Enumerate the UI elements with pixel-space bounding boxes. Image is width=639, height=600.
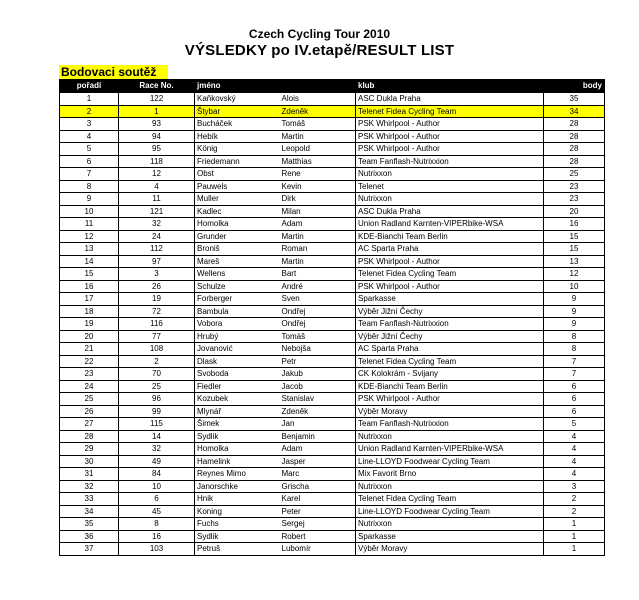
cell-first-name: André [280, 280, 356, 293]
cell-race-no: 112 [119, 243, 195, 256]
cell-club: KDE-Bianchi Team Berlin [356, 380, 544, 393]
table-row [60, 518, 605, 531]
cell-rank: 9 [60, 193, 119, 206]
cell-points: 6 [544, 393, 605, 406]
cell-rank: 12 [60, 230, 119, 243]
cell-first-name: Lubomír [280, 543, 356, 556]
cell-first-name: Leopold [280, 143, 356, 156]
table-row [60, 443, 605, 456]
cell-first-name: Milan [280, 205, 356, 218]
cell-club: Telenet Fidea Cycling Team [356, 493, 544, 506]
cell-points: 28 [544, 118, 605, 131]
cell-first-name: Jakub [280, 368, 356, 381]
cell-points: 16 [544, 218, 605, 231]
cell-club: Sparkasse [356, 530, 544, 543]
cell-club: Výběr Moravy [356, 405, 544, 418]
cell-first-name: Jacob [280, 380, 356, 393]
cell-club: Team Fanflash-Nutrixxion [356, 418, 544, 431]
cell-rank: 6 [60, 155, 119, 168]
cell-club: Sparkasse [356, 293, 544, 306]
cell-race-no: 45 [119, 505, 195, 518]
table-row [60, 255, 605, 268]
cell-points: 10 [544, 280, 605, 293]
table-row [60, 305, 605, 318]
col-header-race-no: Race No. [119, 80, 195, 93]
cell-first-name: Martin [280, 230, 356, 243]
cell-surname: Mlynář [195, 405, 280, 418]
cell-points: 9 [544, 293, 605, 306]
table-row [60, 480, 605, 493]
cell-first-name: Grischa [280, 480, 356, 493]
cell-rank: 3 [60, 118, 119, 131]
cell-rank: 22 [60, 355, 119, 368]
col-header-club: klub [356, 80, 544, 93]
cell-club: Výběr Moravy [356, 543, 544, 556]
cell-race-no: 84 [119, 468, 195, 481]
cell-first-name: Dirk [280, 193, 356, 206]
cell-club: AC Sparta Praha [356, 343, 544, 356]
cell-surname: Obst [195, 168, 280, 181]
cell-first-name: Kevin [280, 180, 356, 193]
cell-surname: König [195, 143, 280, 156]
cell-race-no: 95 [119, 143, 195, 156]
cell-surname: Hamelink [195, 455, 280, 468]
cell-first-name: Jan [280, 418, 356, 431]
table-row [60, 405, 605, 418]
cell-race-no: 16 [119, 530, 195, 543]
cell-surname: Hebík [195, 130, 280, 143]
cell-first-name: Martin [280, 255, 356, 268]
cell-surname: Sydlik [195, 430, 280, 443]
cell-rank: 27 [60, 418, 119, 431]
cell-club: Nutrixxon [356, 168, 544, 181]
cell-rank: 2 [60, 105, 119, 118]
cell-rank: 5 [60, 143, 119, 156]
section-label: Bodovaci soutěž [59, 65, 168, 79]
cell-first-name: Robert [280, 530, 356, 543]
cell-first-name: Karel [280, 493, 356, 506]
cell-club: Team Fanflash-Nutrixxion [356, 318, 544, 331]
cell-rank: 11 [60, 218, 119, 231]
cell-first-name: Sergej [280, 518, 356, 531]
cell-points: 13 [544, 255, 605, 268]
cell-race-no: 77 [119, 330, 195, 343]
cell-club: PSK Whirlpool - Author [356, 280, 544, 293]
cell-surname: Homolka [195, 218, 280, 231]
cell-first-name: Bart [280, 268, 356, 281]
cell-rank: 16 [60, 280, 119, 293]
cell-club: Nutrixxon [356, 193, 544, 206]
table-row [60, 118, 605, 131]
cell-surname: Hnik [195, 493, 280, 506]
cell-race-no: 1 [119, 105, 195, 118]
cell-rank: 29 [60, 443, 119, 456]
cell-club: Nutrixxon [356, 480, 544, 493]
cell-surname: Dlask [195, 355, 280, 368]
cell-race-no: 108 [119, 343, 195, 356]
cell-rank: 14 [60, 255, 119, 268]
cell-points: 8 [544, 330, 605, 343]
table-row [60, 93, 605, 106]
table-row [60, 393, 605, 406]
cell-surname: Fiedler [195, 380, 280, 393]
cell-rank: 31 [60, 468, 119, 481]
cell-points: 4 [544, 443, 605, 456]
cell-club: Výběr Jižní Čechy [356, 330, 544, 343]
cell-surname: Janorschke [195, 480, 280, 493]
table-row [60, 293, 605, 306]
cell-race-no: 97 [119, 255, 195, 268]
cell-first-name: Tomáš [280, 330, 356, 343]
cell-points: 23 [544, 180, 605, 193]
cell-first-name: Adam [280, 218, 356, 231]
cell-points: 3 [544, 480, 605, 493]
cell-rank: 37 [60, 543, 119, 556]
table-row [60, 330, 605, 343]
cell-race-no: 25 [119, 380, 195, 393]
cell-race-no: 24 [119, 230, 195, 243]
cell-surname: Broniš [195, 243, 280, 256]
cell-rank: 26 [60, 405, 119, 418]
cell-rank: 21 [60, 343, 119, 356]
cell-race-no: 96 [119, 393, 195, 406]
table-row [60, 318, 605, 331]
cell-surname: Bucháček [195, 118, 280, 131]
cell-race-no: 19 [119, 293, 195, 306]
cell-surname: Vobora [195, 318, 280, 331]
cell-points: 15 [544, 243, 605, 256]
cell-points: 6 [544, 380, 605, 393]
cell-first-name: Tomáš [280, 118, 356, 131]
cell-points: 2 [544, 493, 605, 506]
cell-first-name: Stanislav [280, 393, 356, 406]
table-row [60, 455, 605, 468]
cell-surname: Pauwels [195, 180, 280, 193]
table-row [60, 143, 605, 156]
cell-points: 4 [544, 430, 605, 443]
table-row [60, 355, 605, 368]
cell-first-name: Adam [280, 443, 356, 456]
cell-race-no: 116 [119, 318, 195, 331]
event-title: Czech Cycling Tour 2010 [248, 27, 391, 41]
cell-rank: 20 [60, 330, 119, 343]
col-header-points: body [544, 80, 605, 93]
cell-race-no: 72 [119, 305, 195, 318]
cell-surname: Kaňkovský [195, 93, 280, 106]
cell-race-no: 14 [119, 430, 195, 443]
table-row [60, 268, 605, 281]
cell-race-no: 26 [119, 280, 195, 293]
table-row [60, 155, 605, 168]
col-header-first-name [280, 80, 356, 93]
cell-surname: Koning [195, 505, 280, 518]
cell-club: CK Kolokrám - Svijany [356, 368, 544, 381]
results-title: VÝSLEDKY po IV.etapě/RESULT LIST [184, 42, 455, 59]
cell-club: Union Radland Karnten-VIPERbike-WSA [356, 443, 544, 456]
cell-first-name: Matthias [280, 155, 356, 168]
cell-points: 2 [544, 505, 605, 518]
cell-first-name: Nebojša [280, 343, 356, 356]
table-row [60, 280, 605, 293]
cell-rank: 24 [60, 380, 119, 393]
cell-rank: 13 [60, 243, 119, 256]
cell-rank: 35 [60, 518, 119, 531]
cell-surname: Jovanović [195, 343, 280, 356]
cell-first-name: Marc [280, 468, 356, 481]
cell-surname: Štybar [195, 105, 280, 118]
cell-club: Telenet Fidea Cycling Team [356, 105, 544, 118]
cell-rank: 28 [60, 430, 119, 443]
cell-points: 25 [544, 168, 605, 181]
cell-club: Line-LLOYD Foodwear Cycling Team [356, 455, 544, 468]
cell-surname: Fuchs [195, 518, 280, 531]
cell-rank: 30 [60, 455, 119, 468]
cell-surname: Sydlik [195, 530, 280, 543]
cell-race-no: 10 [119, 480, 195, 493]
cell-race-no: 11 [119, 193, 195, 206]
cell-points: 7 [544, 368, 605, 381]
cell-club: Telenet Fidea Cycling Team [356, 355, 544, 368]
cell-club: Union Radland Karnten-VIPERbike-WSA [356, 218, 544, 231]
cell-surname: Kadlec [195, 205, 280, 218]
cell-first-name: Alois [280, 93, 356, 106]
table-row [60, 368, 605, 381]
cell-surname: Friedemann [195, 155, 280, 168]
cell-points: 9 [544, 305, 605, 318]
results-table [59, 79, 605, 556]
cell-race-no: 12 [119, 168, 195, 181]
cell-club: Line-LLOYD Foodwear Cycling Team [356, 505, 544, 518]
cell-club: ASC Dukla Praha [356, 93, 544, 106]
cell-rank: 25 [60, 393, 119, 406]
cell-club: PSK Whirlpool - Author [356, 393, 544, 406]
cell-rank: 23 [60, 368, 119, 381]
cell-surname: Mareš [195, 255, 280, 268]
cell-surname: Petruš [195, 543, 280, 556]
table-row [60, 430, 605, 443]
table-row [60, 493, 605, 506]
cell-first-name: Benjamin [280, 430, 356, 443]
cell-first-name: Zdeněk [280, 105, 356, 118]
cell-rank: 34 [60, 505, 119, 518]
cell-race-no: 121 [119, 205, 195, 218]
cell-points: 28 [544, 143, 605, 156]
cell-race-no: 8 [119, 518, 195, 531]
cell-surname: Homolka [195, 443, 280, 456]
table-row [60, 230, 605, 243]
cell-race-no: 118 [119, 155, 195, 168]
cell-race-no: 6 [119, 493, 195, 506]
table-row [60, 418, 605, 431]
cell-points: 5 [544, 418, 605, 431]
cell-surname: Forberger [195, 293, 280, 306]
cell-points: 12 [544, 268, 605, 281]
table-row [60, 380, 605, 393]
cell-race-no: 115 [119, 418, 195, 431]
cell-club: KDE-Bianchi Team Berlin [356, 230, 544, 243]
cell-rank: 19 [60, 318, 119, 331]
cell-first-name: Petr [280, 355, 356, 368]
cell-first-name: Martin [280, 130, 356, 143]
cell-points: 34 [544, 105, 605, 118]
cell-points: 4 [544, 455, 605, 468]
cell-club: Telenet [356, 180, 544, 193]
cell-race-no: 32 [119, 443, 195, 456]
cell-first-name: Roman [280, 243, 356, 256]
cell-club: ASC Dukla Praha [356, 205, 544, 218]
cell-points: 8 [544, 343, 605, 356]
cell-race-no: 94 [119, 130, 195, 143]
cell-club: Telenet Fidea Cycling Team [356, 268, 544, 281]
cell-points: 9 [544, 318, 605, 331]
cell-points: 1 [544, 543, 605, 556]
cell-race-no: 32 [119, 218, 195, 231]
cell-first-name: Jasper [280, 455, 356, 468]
table-row [60, 468, 605, 481]
table-row [60, 105, 605, 118]
cell-race-no: 103 [119, 543, 195, 556]
cell-club: Výběr Jižní Čechy [356, 305, 544, 318]
table-row [60, 130, 605, 143]
cell-points: 20 [544, 205, 605, 218]
cell-club: Nutrixxon [356, 430, 544, 443]
cell-surname: Hrubý [195, 330, 280, 343]
cell-first-name: Zdeněk [280, 405, 356, 418]
cell-rank: 1 [60, 93, 119, 106]
cell-club: Nutrixxon [356, 518, 544, 531]
cell-points: 15 [544, 230, 605, 243]
cell-club: Team Fanflash-Nutrixxion [356, 155, 544, 168]
table-row [60, 218, 605, 231]
cell-points: 1 [544, 518, 605, 531]
cell-surname: Schulze [195, 280, 280, 293]
cell-club: PSK Whirlpool - Author [356, 143, 544, 156]
table-row [60, 543, 605, 556]
table-row [60, 180, 605, 193]
cell-club: PSK Whirlpool - Author [356, 255, 544, 268]
cell-points: 35 [544, 93, 605, 106]
table-row [60, 168, 605, 181]
cell-club: PSK Whirlpool - Author [356, 130, 544, 143]
cell-first-name: Rene [280, 168, 356, 181]
cell-race-no: 93 [119, 118, 195, 131]
cell-rank: 10 [60, 205, 119, 218]
cell-points: 28 [544, 130, 605, 143]
cell-surname: Kozubek [195, 393, 280, 406]
table-row [60, 343, 605, 356]
cell-rank: 15 [60, 268, 119, 281]
table-row [60, 205, 605, 218]
cell-rank: 36 [60, 530, 119, 543]
cell-race-no: 3 [119, 268, 195, 281]
cell-race-no: 122 [119, 93, 195, 106]
cell-race-no: 4 [119, 180, 195, 193]
cell-race-no: 99 [119, 405, 195, 418]
cell-race-no: 2 [119, 355, 195, 368]
cell-first-name: Ondřej [280, 305, 356, 318]
cell-points: 7 [544, 355, 605, 368]
cell-first-name: Ondřej [280, 318, 356, 331]
cell-surname: Bambula [195, 305, 280, 318]
cell-club: AC Sparta Praha [356, 243, 544, 256]
cell-race-no: 70 [119, 368, 195, 381]
cell-points: 1 [544, 530, 605, 543]
cell-rank: 4 [60, 130, 119, 143]
cell-points: 23 [544, 193, 605, 206]
table-row [60, 243, 605, 256]
table-row [60, 530, 605, 543]
cell-rank: 18 [60, 305, 119, 318]
cell-surname: Wellens [195, 268, 280, 281]
col-header-name: jméno [195, 80, 280, 93]
cell-surname: Svoboda [195, 368, 280, 381]
cell-rank: 8 [60, 180, 119, 193]
cell-race-no: 49 [119, 455, 195, 468]
table-header-row [60, 80, 605, 93]
cell-first-name: Peter [280, 505, 356, 518]
cell-rank: 7 [60, 168, 119, 181]
cell-rank: 32 [60, 480, 119, 493]
col-header-rank: pořadí [60, 80, 119, 93]
cell-points: 28 [544, 155, 605, 168]
cell-club: Mix Favorit Brno [356, 468, 544, 481]
cell-rank: 33 [60, 493, 119, 506]
cell-surname: Grunder [195, 230, 280, 243]
table-row [60, 193, 605, 206]
table-row [60, 505, 605, 518]
cell-first-name: Sven [280, 293, 356, 306]
cell-points: 4 [544, 468, 605, 481]
cell-club: PSK Whirlpool - Author [356, 118, 544, 131]
cell-rank: 17 [60, 293, 119, 306]
cell-points: 6 [544, 405, 605, 418]
cell-surname: Reynes Mimo [195, 468, 280, 481]
cell-surname: Šimek [195, 418, 280, 431]
cell-surname: Muller [195, 193, 280, 206]
